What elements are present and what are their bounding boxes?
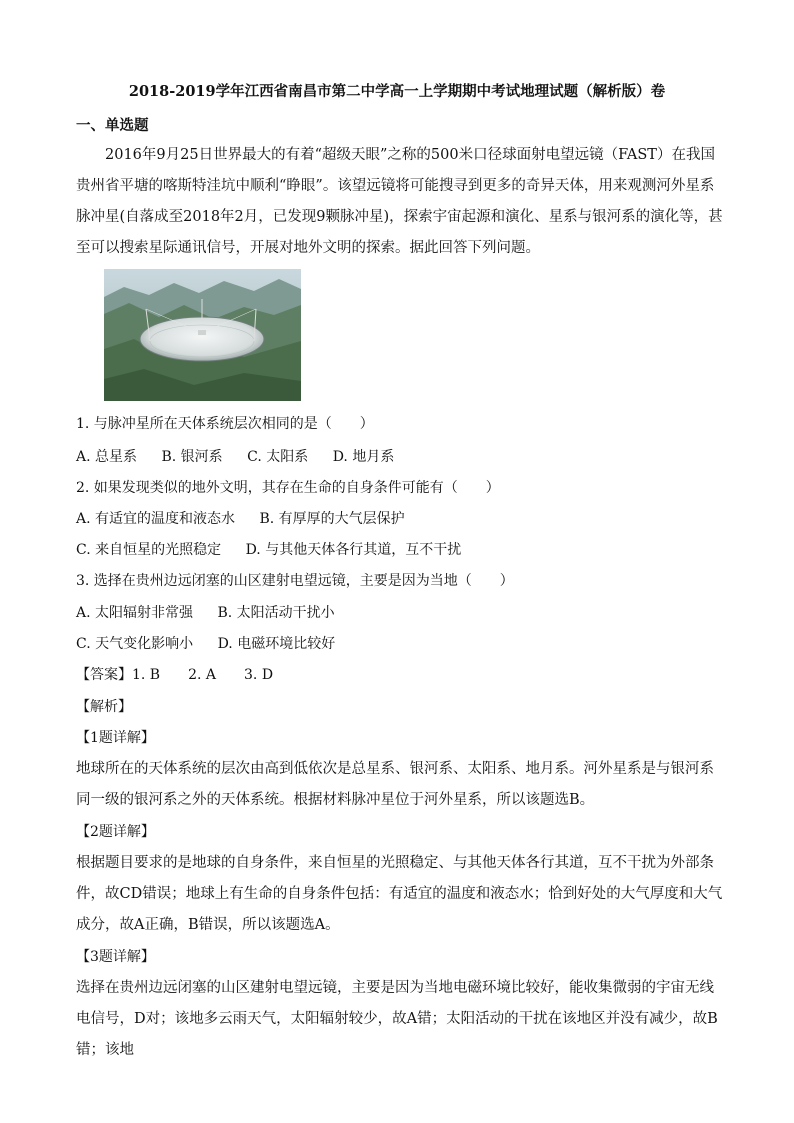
option-1a: A. 总星系 [76, 449, 138, 465]
option-1b: B. 银河系 [161, 449, 223, 465]
question-3-stem: 3. 选择在贵州边远闭塞的山区建射电望远镜，主要是因为当地（ ） [76, 573, 514, 589]
question-1-options [76, 446, 414, 466]
option-3d: D. 电磁环境比较好 [217, 636, 336, 652]
option-1d: D. 地月系 [332, 449, 395, 465]
detail-1-label: 【1题详解】 [76, 730, 155, 746]
option-2c: C. 来自恒星的光照稳定 [76, 542, 222, 558]
telescope-image [104, 269, 301, 401]
option-2b: B. 有厚厚的大气层保护 [259, 511, 405, 527]
analysis-label: 【解析】 [76, 699, 132, 715]
question-1-stem: 1. 与脉冲星所在天体系统层次相同的是（ ） [76, 416, 374, 432]
option-2d: D. 与其他天体各行其道，互不干扰 [245, 542, 462, 558]
question-2-options-row1 [76, 508, 425, 528]
option-3b: B. 太阳活动干扰小 [217, 605, 335, 621]
intro-paragraph: 2016年9月25日世界最大的有着“超级天眼”之称的500米口径球面射电望远镜（FAST）在我国贵州省平塘的喀斯特洼坑中顺利“睁眼”。该望远镜将可能搜寻到更多的奇异天体，用来观测河外星系脉冲星(自落成至2018年2月，已发现9颗脉冲星)，探索宇宙起源和演化、星系与银河系的演化等，甚至可以搜索星际通讯信号，开展对地外文明的探索。据此回答下列问题。 [76, 147, 723, 256]
option-2a: A. 有适宜的温度和液态水 [76, 511, 236, 527]
detail-2-text: 根据题目要求的是地球的自身条件，来自恒星的光照稳定、与其他天体各行其道，互不干扰为外部条件，故CD错误；地球上有生命的自身条件包括：有适宜的温度和液态水；恰到好处的大气厚度和大气成分，故A正确，B错误，所以该题选A。 [76, 855, 723, 933]
section-heading: 一、单选题 [76, 117, 149, 134]
detail-2-label: 【2题详解】 [76, 824, 155, 840]
document-title: 2018-2019学年江西省南昌市第二中学高一上学期期中考试地理试题（解析版）卷 [128, 83, 666, 100]
fast-telescope-photo [104, 269, 301, 401]
question-3-options-row1 [76, 602, 355, 622]
option-3a: A. 太阳辐射非常强 [76, 605, 194, 621]
question-2-stem: 2. 如果发现类似的地外文明，其存在生命的自身条件可能有（ ） [76, 480, 500, 496]
answer-line: 【答案】1. B 2. A 3. D [76, 667, 274, 683]
detail-3-label: 【3题详解】 [76, 949, 155, 965]
question-2-options-row2 [76, 539, 481, 559]
option-1c: C. 太阳系 [247, 449, 309, 465]
option-3c: C. 天气变化影响小 [76, 636, 194, 652]
question-3-options-row2 [76, 633, 355, 653]
detail-3-text: 选择在贵州边远闭塞的山区建射电望远镜，主要是因为当地电磁环境比较好，能收集微弱的宇宙无线电信号，D对；该地多云雨天气，太阳辐射较少，故A错；太阳活动的干扰在该地区并没有减少，故B错；该地 [76, 980, 718, 1058]
detail-1-text: 地球所在的天体系统的层次由高到低依次是总星系、银河系、太阳系、地月系。河外星系是与银河系同一级的银河系之外的天体系统。根据材料脉冲星位于河外星系，所以该题选B。 [76, 761, 714, 808]
